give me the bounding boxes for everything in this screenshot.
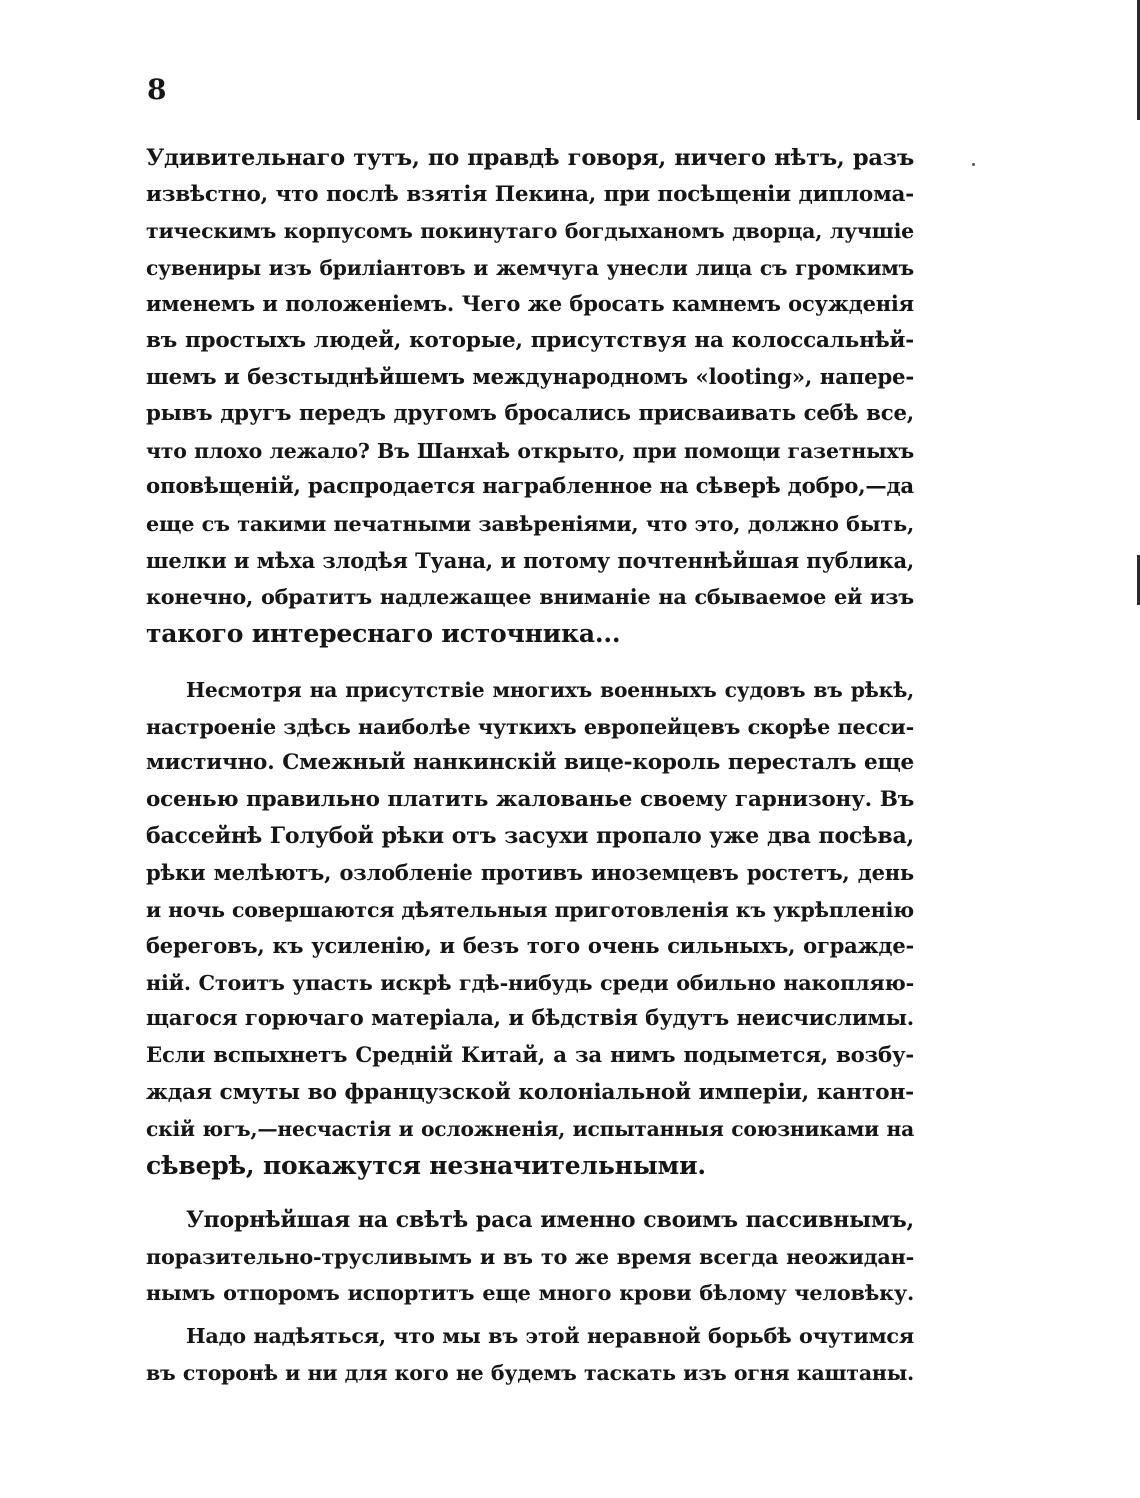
text-line: именемъ и положеніемъ. Чего же бросать камнемъ осужденія <box>146 291 914 317</box>
text-line: шелки и мѣха злодѣя Туана, и потому почтеннѣйшая публика, <box>146 547 914 573</box>
page-number: 8 <box>147 73 167 106</box>
text-line: рѣки мелѣютъ, озлобленіе противъ иноземцевъ ростетъ, день <box>146 859 914 885</box>
text-line: щагося горючаго матеріала, и бѣдствія будутъ неисчислимы. <box>146 1006 914 1032</box>
text-line: что плохо лежало? Въ Шанхаѣ открыто, при помощи газетныхъ <box>146 438 914 463</box>
text-line: ній. Стоитъ упасть искрѣ гдѣ-нибудь среди обильно накопляю- <box>146 970 914 995</box>
text-line: поразительно-трусливымъ и въ то же время всегда неожидан- <box>146 1244 914 1269</box>
text-line: оповѣщеній, распродается награбленное на сѣверѣ добро,—да <box>146 474 914 500</box>
text-line: ждая смуты во французской колоніальной имперіи, кантон- <box>146 1079 914 1105</box>
text-line: мистично. Смежный нанкинскій вице-король пересталъ еще <box>146 750 914 776</box>
text-line: бассейнѣ Голубой рѣки отъ засухи пропало уже два посѣва, <box>146 823 914 850</box>
paragraph-3 <box>146 1202 914 1312</box>
text-line: Удивительнаго тутъ, по правдѣ говоря, ничего нѣтъ, разъ <box>146 145 914 171</box>
text-line: скій югъ,—несчастія и осложненія, испытанныя союзниками на <box>146 1117 914 1142</box>
text-line: шемъ и безстыднѣйшемъ международномъ «looting», напере- <box>146 364 914 390</box>
text-line: береговъ, къ усиленію, и безъ того очень сильныхъ, огражде- <box>146 933 914 959</box>
paragraph-4 <box>146 1318 914 1391</box>
text-line: рывъ другъ передъ другомъ бросались присваивать себѣ все, <box>146 401 914 427</box>
text-line: сувениры изъ бриліантовъ и жемчуга унесли лица съ громкимъ <box>146 255 914 280</box>
text-line: извѣстно, что послѣ взятія Пекина, при посѣщеніи диплома- <box>146 181 914 207</box>
text-line: еще съ такими печатными завѣреніями, что это, должно быть, <box>146 511 914 536</box>
text-line: Если вспыхнетъ Средній Китай, а за нимъ подымется, возбу- <box>146 1042 914 1068</box>
text-line: Надо надѣяться, что мы въ этой неравной борьбѣ очутимся <box>186 1324 914 1348</box>
text-line: осенью правильно платить жалованье своему гарнизону. Въ <box>146 786 914 812</box>
paragraph-1 <box>146 140 914 652</box>
scan-speck <box>972 163 975 166</box>
text-line: въ простыхъ людей, которые, присутствуя на колоссальнѣй- <box>146 327 914 353</box>
text-line: и ночь совершаются дѣятельныя приготовленія къ укрѣпленію <box>146 897 914 922</box>
text-line: Упорнѣйшая на свѣтѣ раса именно своимъ пассивнымъ, <box>186 1207 914 1233</box>
text-line: сѣверѣ, покажутся незначительными. <box>146 1150 706 1180</box>
text-line: въ сторонѣ и ни для кого не будемъ таскать изъ огня каштаны. <box>146 1360 914 1385</box>
text-line: Несмотря на присутствіе многихъ военныхъ судовъ въ рѣкѣ, <box>186 678 914 702</box>
paragraph-2 <box>146 672 914 1184</box>
text-line: конечно, обратитъ надлежащее вниманіе на сбываемое ей изъ <box>146 585 914 610</box>
text-line: настроеніе здѣсь наиболѣе чуткихъ европейцевъ скорѣе песси- <box>146 714 914 739</box>
text-line: тическимъ корпусомъ покинутаго богдыханомъ дворца, лучшіе <box>146 219 914 244</box>
text-line: нымъ отпоромъ испортитъ еще много крови бѣлому человѣку. <box>146 1281 914 1306</box>
text-line: такого интереснаго источника... <box>146 618 621 648</box>
